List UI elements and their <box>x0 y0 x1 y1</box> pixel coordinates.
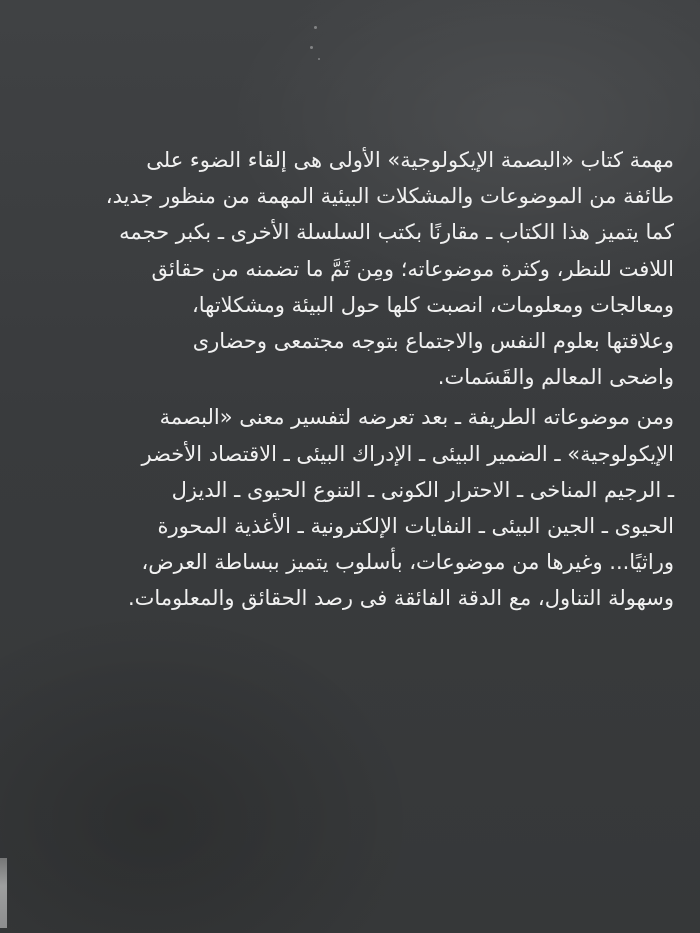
blurb-line: ـ الرجيم المناخى ـ الاحترار الكونى ـ التنوع الحيوى ـ الديزل <box>171 477 674 502</box>
spine-edge-mark <box>0 858 7 928</box>
blurb-line: وعلاقتها بعلوم النفس والاجتماع بتوجه مجتمعى وحضارى <box>192 329 674 354</box>
blurb-line: وسهولة التناول، مع الدقة الفائقة فى رصد الحقائق والمعلومات. <box>127 586 674 611</box>
blurb-text <box>38 142 674 617</box>
blurb-line: وراثيًا... وغيرها من موضوعات، بأسلوب يتميز ببساطة العرض، <box>141 550 674 575</box>
blurb-line: ومعالجات ومعلومات، انصبت كلها حول البيئة ومشكلاتها، <box>191 292 674 317</box>
blurb-line: ومن موضوعاته الطريفة ـ بعد تعرضه لتفسير معنى «البصمة <box>159 405 674 430</box>
blurb-line: كما يتميز هذا الكتاب ـ مقارنًا بكتب السلسلة الأخرى ـ بكبر حجمه <box>119 220 674 245</box>
blurb-line: الحيوى ـ الجين البيئى ـ النفايات الإلكترونية ـ الأغذية المحورة <box>157 514 674 539</box>
cover-speck <box>314 26 317 29</box>
blurb-line: مهمة كتاب «البصمة الإيكولوجية» الأولى هى إلقاء الضوء على <box>146 148 674 172</box>
blurb-line: اللافت للنظر، وكثرة موضوعاته؛ ومِن ثَمَّ ما تضمنه من حقائق <box>151 256 674 281</box>
blurb-line: واضحى المعالم والقَسَمات. <box>437 365 674 390</box>
blurb-line: طائفة من الموضوعات والمشكلات البيئية المهمة من منظور جديد، <box>105 184 674 209</box>
blurb-paragraph-2 <box>38 399 674 616</box>
cover-speck <box>318 58 320 60</box>
blurb-line: الإيكولوجية» ـ الضمير البيئى ـ الإدراك البيئى ـ الاقتصاد الأخضر <box>141 441 674 466</box>
cover-speck <box>310 46 313 49</box>
blurb-paragraph-1 <box>38 142 674 395</box>
